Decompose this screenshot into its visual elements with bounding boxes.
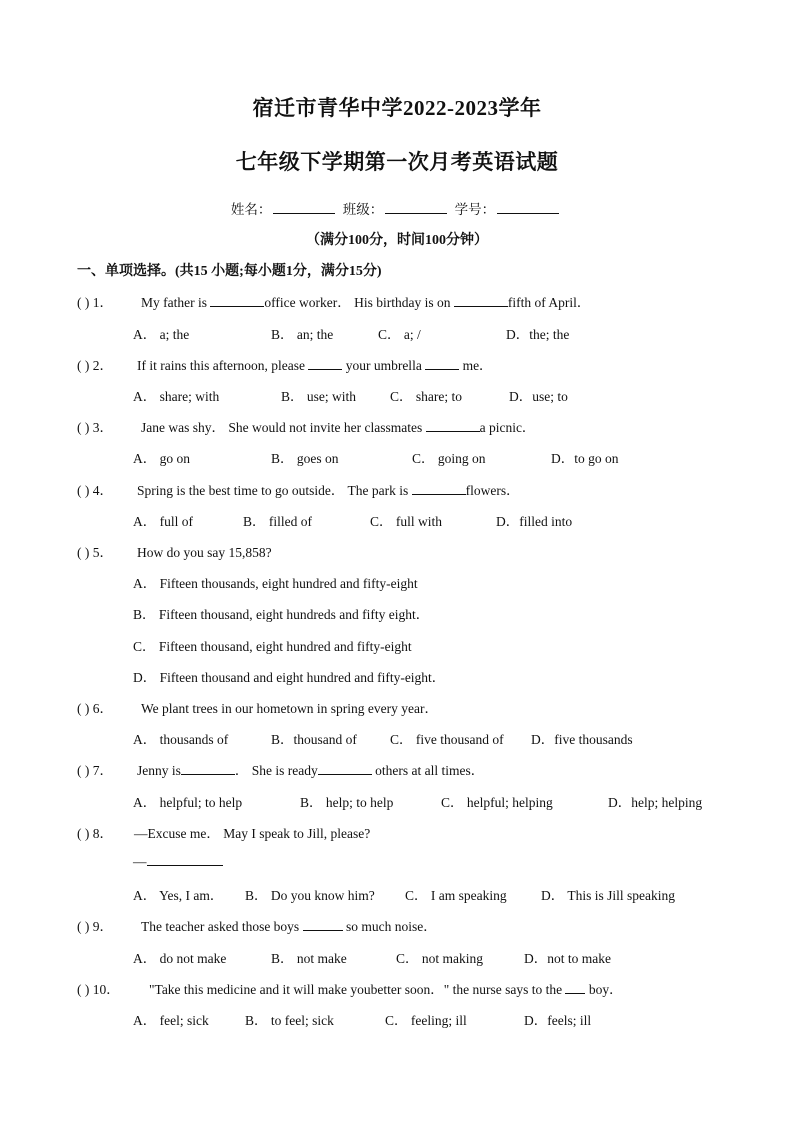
name-blank[interactable] xyxy=(273,201,335,214)
question-text: so much noise． xyxy=(342,919,437,934)
question-7 xyxy=(77,759,484,779)
option: A． thousands of xyxy=(133,732,229,747)
question-text: Jenny is xyxy=(137,763,181,778)
exam-title: 宿迁市青华中学2022-2023学年 xyxy=(252,96,542,120)
question-text: If it rains this afternoon, please xyxy=(137,358,309,373)
option: C． full with xyxy=(370,514,443,529)
question-number: ( ) 1． xyxy=(77,295,113,310)
question-number: ( ) 5． xyxy=(77,545,113,560)
answer-blank xyxy=(308,357,342,370)
question-number: ( ) 4． xyxy=(77,483,113,498)
answer-blank xyxy=(425,357,459,370)
option: D．filled into xyxy=(496,514,573,529)
option: A． Yes, I am． xyxy=(133,888,224,903)
answer-blank xyxy=(181,762,235,775)
answer-blank xyxy=(454,294,508,307)
question-number: ( ) 7． xyxy=(77,763,113,778)
option: D．use; to xyxy=(509,389,568,404)
option: C． feeling; ill xyxy=(385,1013,467,1028)
option: D．the; the xyxy=(506,327,570,342)
class-blank[interactable] xyxy=(385,201,447,214)
option: D．five thousands xyxy=(531,732,633,747)
option: B． filled of xyxy=(243,514,312,529)
option: A． Fifteen thousands, eight hundred and fifty-eight xyxy=(133,576,418,591)
question-text: —Excuse me． May I speak to Jill, please? xyxy=(134,826,371,841)
question-10 xyxy=(77,978,623,998)
option: D． Fifteen thousand and eight hundred and fifty-eight． xyxy=(133,670,446,685)
option: A． go on xyxy=(133,451,190,466)
section-title: 一、单项选择。(共15 小题;每小题1分，满分15分) xyxy=(77,264,382,279)
question-text: me． xyxy=(459,358,493,373)
question-8 xyxy=(77,822,370,842)
question-text: We plant trees in our hometown in spring every year． xyxy=(141,701,438,716)
option: A． helpful; to help xyxy=(133,795,243,810)
question-text: office worker． His birthday is on xyxy=(264,295,454,310)
question-text: your umbrella xyxy=(342,358,426,373)
question-6 xyxy=(77,697,438,717)
question-text: flowers． xyxy=(465,483,520,498)
answer-blank xyxy=(318,762,372,775)
option: B． Do you know him? xyxy=(245,888,375,903)
question-number: ( ) 9． xyxy=(77,919,113,934)
option: A． a; the xyxy=(133,327,190,342)
answer-blank xyxy=(426,419,480,432)
option: D．not to make xyxy=(524,951,611,966)
option: B．thousand of xyxy=(271,732,357,747)
question-2 xyxy=(77,354,493,374)
option: C． share; to xyxy=(390,389,462,404)
question-text: My father is xyxy=(141,295,211,310)
option: A． do not make xyxy=(133,951,227,966)
answer-blank xyxy=(210,294,264,307)
question-3 xyxy=(77,416,535,436)
option: C． Fifteen thousand, eight hundred and fifty-eight xyxy=(133,639,412,654)
question-number: ( ) 2． xyxy=(77,358,113,373)
option: B． to feel; sick xyxy=(245,1013,334,1028)
question-1 xyxy=(77,291,590,311)
reply-line xyxy=(133,853,223,870)
option: B． goes on xyxy=(271,451,339,466)
question-text: Jane was shy． She would not invite her classmates xyxy=(141,420,426,435)
option: C． not making xyxy=(396,951,483,966)
option: B． use; with xyxy=(281,389,357,404)
option: C． five thousand of xyxy=(390,732,504,747)
id-label: 学号： xyxy=(454,202,496,217)
question-9 xyxy=(77,915,437,935)
option: D． This is Jill speaking xyxy=(541,888,676,903)
exam-note: （满分100分，时间100分钟） xyxy=(306,233,488,248)
option: A． feel; sick xyxy=(133,1013,209,1028)
question-4 xyxy=(77,479,520,499)
question-number: ( ) 8． xyxy=(77,826,113,841)
question-text: others at all times． xyxy=(371,763,485,778)
option: D．feels; ill xyxy=(524,1013,592,1028)
option: B． an; the xyxy=(271,327,334,342)
question-text: Spring is the best time to go outside． The park is xyxy=(137,483,412,498)
name-label: 姓名： xyxy=(230,202,272,217)
option: B． Fifteen thousand, eight hundreds and fifty eight． xyxy=(133,607,430,622)
exam-subtitle: 七年级下学期第一次月考英语试题 xyxy=(235,150,559,174)
question-text: ． She is ready xyxy=(234,763,318,778)
option: A． share; with xyxy=(133,389,220,404)
option: C． helpful; helping xyxy=(441,795,553,810)
answer-blank xyxy=(147,853,223,866)
option: A． full of xyxy=(133,514,193,529)
question-text: fifth of April． xyxy=(507,295,591,310)
question-text: a picnic． xyxy=(479,420,536,435)
option: C． going on xyxy=(412,451,486,466)
option: C． I am speaking xyxy=(405,888,507,903)
question-5 xyxy=(77,541,272,561)
option: D．to go on xyxy=(551,451,619,466)
question-text: The teacher asked those boys xyxy=(141,919,303,934)
class-label: 班级： xyxy=(342,202,384,217)
option: B． not make xyxy=(271,951,347,966)
question-number: ( ) 10． xyxy=(77,982,120,997)
answer-blank xyxy=(412,482,466,495)
option: C． a; / xyxy=(378,327,421,342)
student-info-row xyxy=(0,198,794,218)
id-blank[interactable] xyxy=(497,201,559,214)
option: D．help; helping xyxy=(608,795,703,810)
answer-blank xyxy=(565,981,585,994)
reply-dash: — xyxy=(133,854,147,869)
question-number: ( ) 3． xyxy=(77,420,113,435)
question-text: "Take this medicine and it will make youbetter soon．" the nurse says to the xyxy=(149,982,566,997)
question-text: boy． xyxy=(585,982,623,997)
question-text: How do you say 15,858? xyxy=(137,545,272,560)
option: B． help; to help xyxy=(300,795,394,810)
answer-blank xyxy=(303,918,343,931)
question-number: ( ) 6． xyxy=(77,701,113,716)
